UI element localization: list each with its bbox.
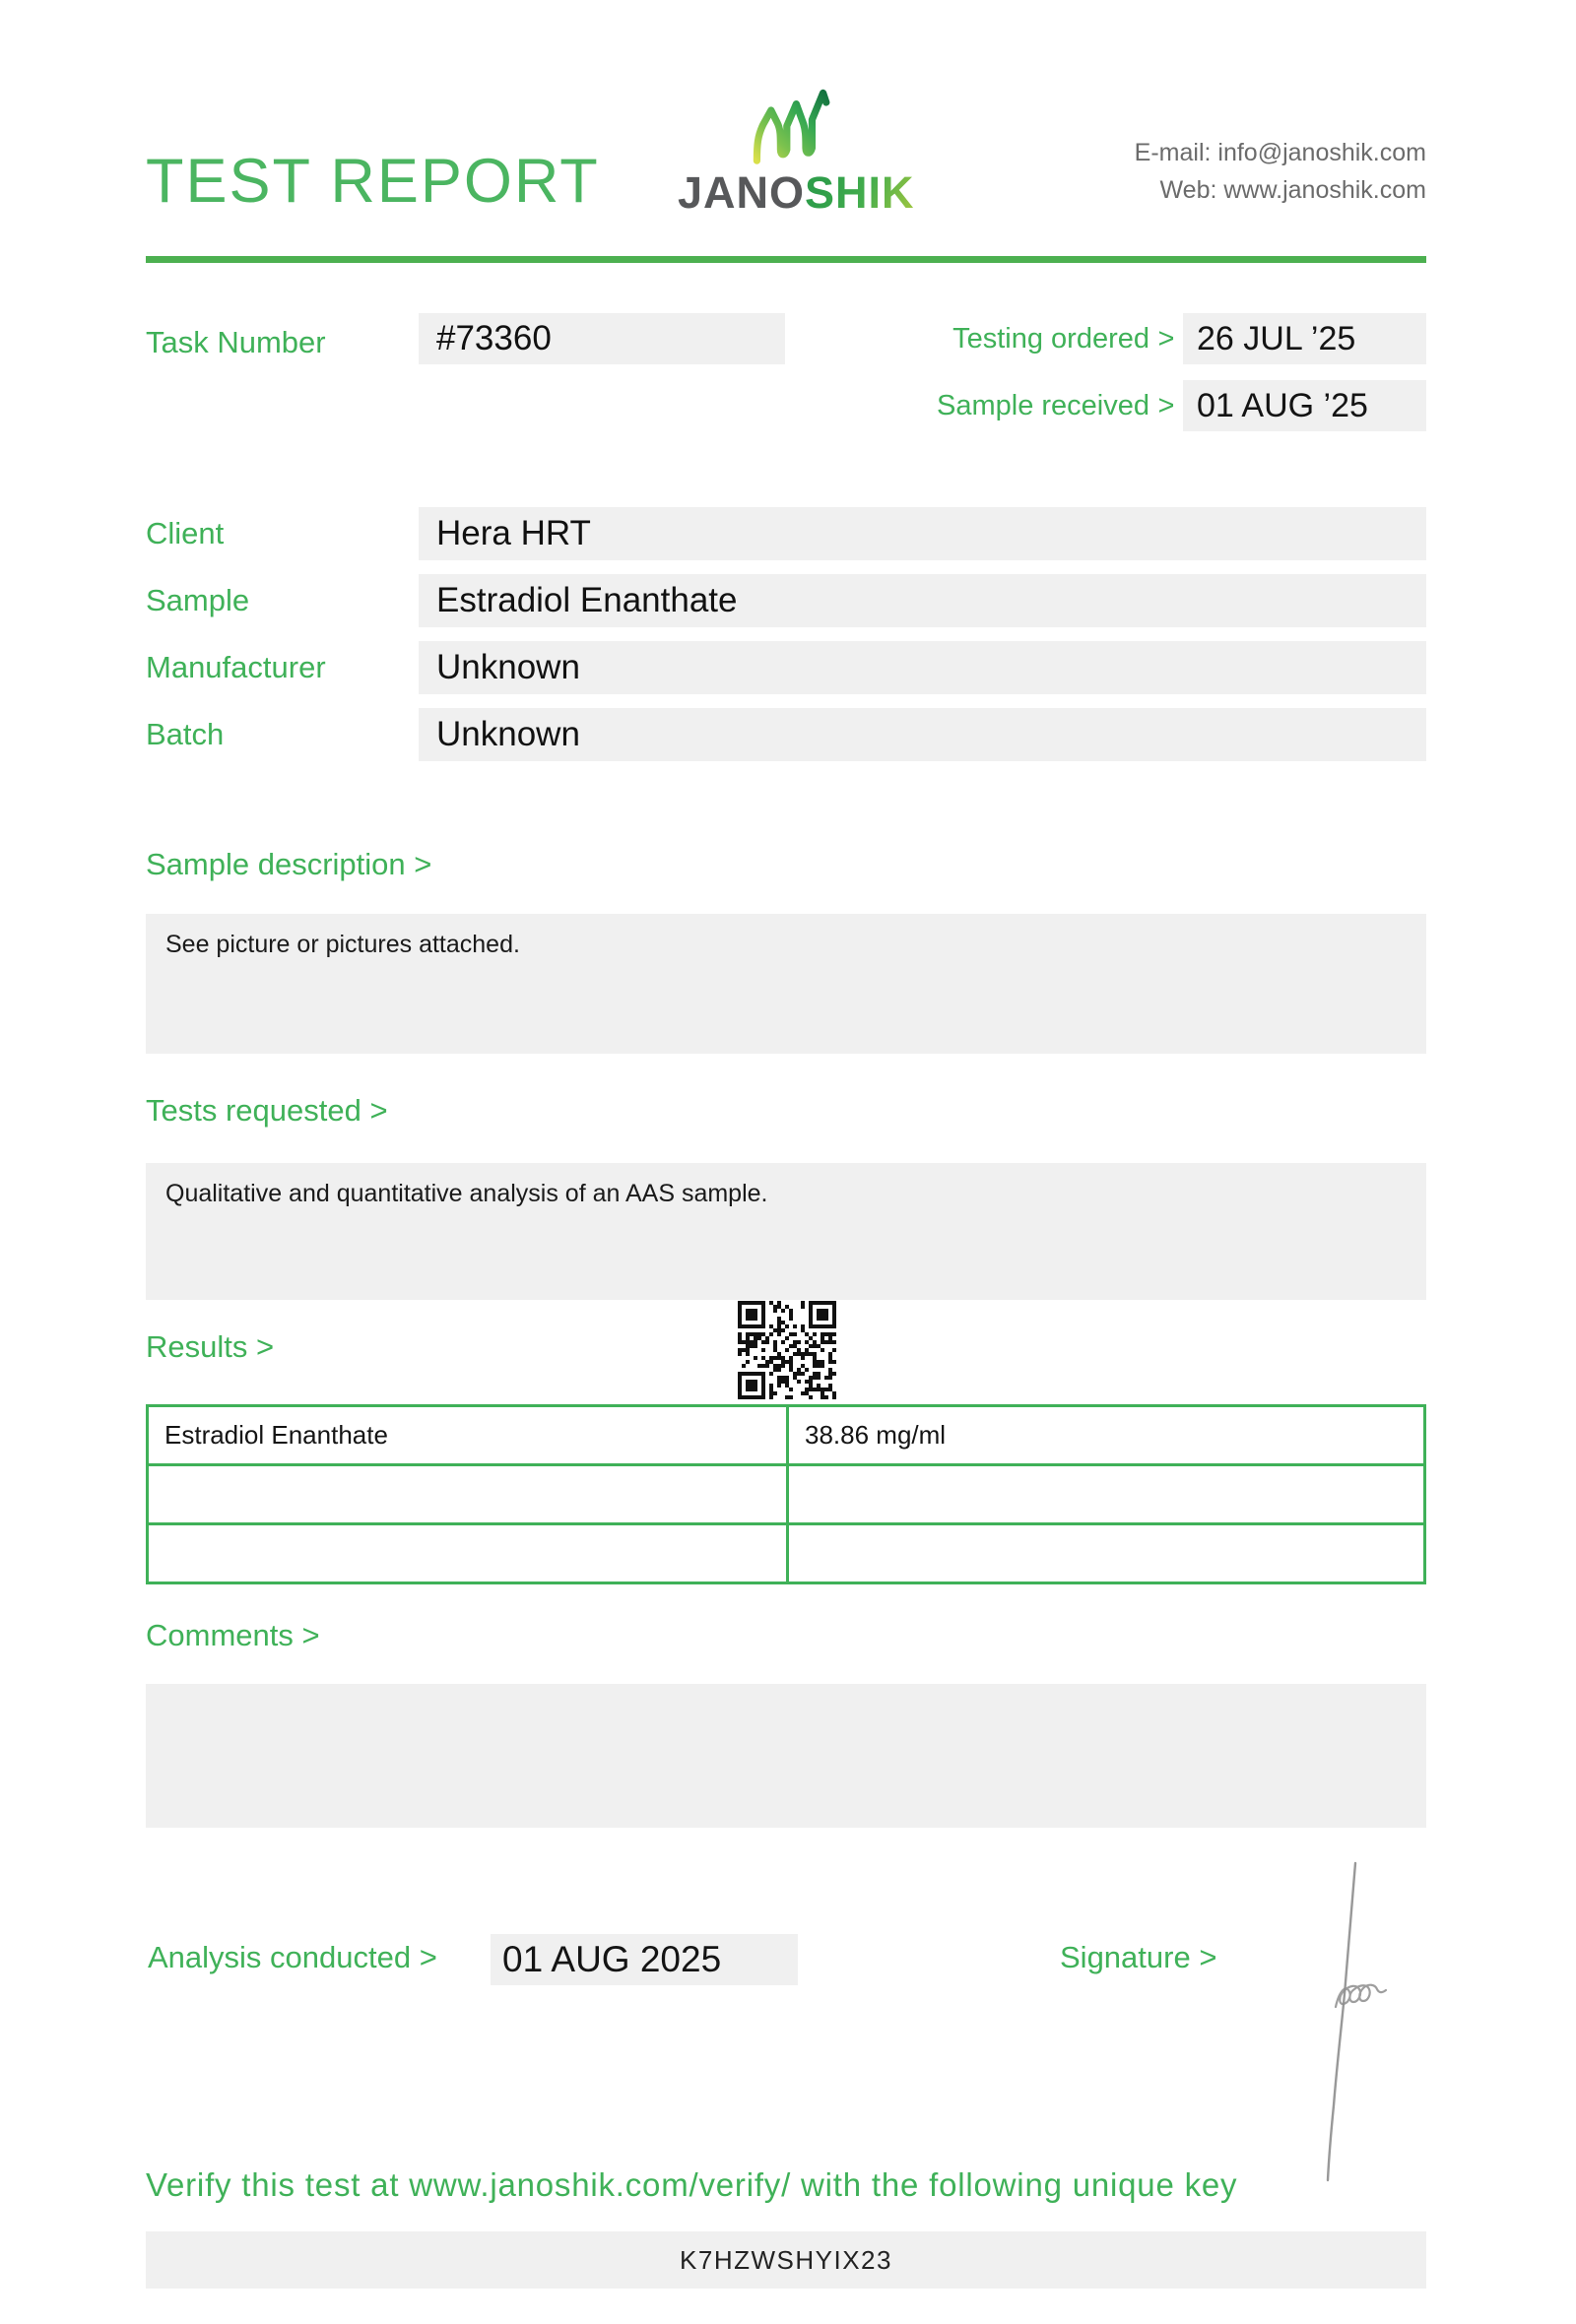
signature-label: Signature >	[1060, 1940, 1217, 1974]
comments-box	[146, 1684, 1426, 1828]
result-value	[789, 1466, 1423, 1522]
table-row	[149, 1407, 1423, 1463]
sample-description-box	[146, 914, 1426, 1054]
result-name	[149, 1525, 789, 1582]
qr-code	[737, 1300, 837, 1400]
task-number-value: #73360	[419, 313, 785, 364]
verify-instruction: Verify this test at www.janoshik.com/verify/ with the following unique key	[146, 2166, 1238, 2203]
batch-value: Unknown	[419, 708, 1426, 761]
testing-ordered-row	[808, 313, 1426, 364]
task-number-label: Task Number	[146, 325, 326, 359]
testing-ordered-value: 26 JUL ’25	[1183, 313, 1426, 364]
sample-received-label: Sample received	[937, 389, 1149, 421]
sample-description-heading: Sample description >	[146, 847, 432, 881]
manufacturer-label: Manufacturer	[146, 650, 326, 684]
logo-wordmark	[678, 167, 915, 219]
arrow-right-icon: >	[1157, 322, 1175, 355]
result-value: 38.86 mg/ml	[805, 1420, 947, 1450]
result-value	[789, 1525, 1423, 1582]
analysis-conducted-label: Analysis conducted >	[148, 1940, 437, 1974]
logo-text-jano: JANO	[678, 167, 806, 218]
manufacturer-value: Unknown	[419, 641, 1426, 694]
verify-key: K7HZWSHYIX23	[146, 2231, 1426, 2289]
analysis-date: 01 AUG 2025	[491, 1934, 798, 1985]
client-value: Hera HRT	[419, 507, 1426, 560]
sample-value: Estradiol Enanthate	[419, 574, 1426, 627]
sample-description-text: See picture or pictures attached.	[165, 931, 520, 958]
results-heading: Results >	[146, 1329, 275, 1364]
arrow-right-icon: >	[1157, 389, 1175, 421]
signoff-section	[146, 1859, 1430, 2186]
tests-requested-box	[146, 1163, 1426, 1300]
table-row	[149, 1522, 1423, 1582]
tests-requested-heading: Tests requested >	[146, 1093, 388, 1128]
client-label: Client	[146, 516, 225, 550]
sample-received-row	[808, 380, 1426, 431]
table-row	[149, 1463, 1423, 1522]
result-name	[149, 1466, 789, 1522]
growth-chart-icon	[741, 79, 839, 170]
sample-received-value: 01 AUG ’25	[1183, 380, 1426, 431]
sample-label: Sample	[146, 583, 250, 617]
contact-web: Web: www.janoshik.com	[1159, 176, 1426, 204]
batch-label: Batch	[146, 717, 225, 751]
testing-ordered-label: Testing ordered	[952, 322, 1149, 355]
contact-email: E-mail: info@janoshik.com	[1134, 139, 1426, 166]
page-title: TEST REPORT	[146, 147, 600, 216]
tests-requested-text: Qualitative and quantitative analysis of an AAS sample.	[165, 1180, 768, 1207]
contact-block	[1135, 134, 1426, 209]
comments-heading: Comments >	[146, 1618, 320, 1652]
result-name: Estradiol Enanthate	[149, 1407, 789, 1463]
results-table	[146, 1404, 1426, 1584]
signature-handwriting	[1288, 1859, 1402, 2189]
header-divider	[146, 256, 1426, 263]
logo-text-shik: SHIK	[805, 167, 915, 218]
